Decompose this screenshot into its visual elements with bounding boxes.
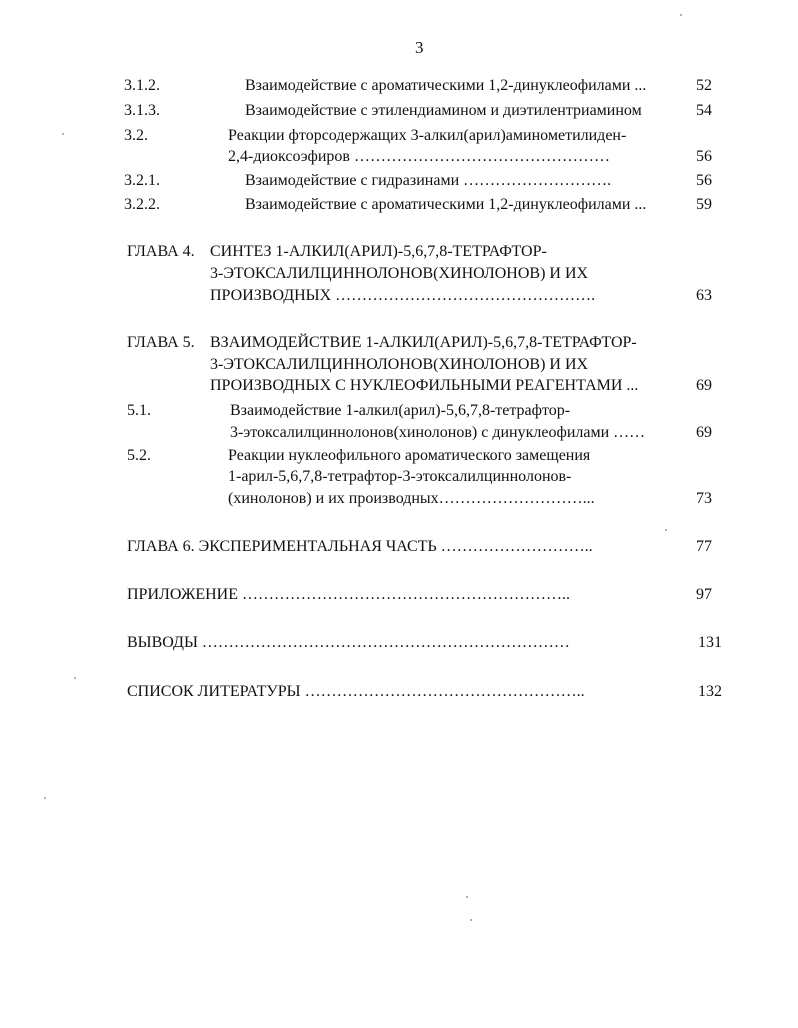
- toc-chapter5-line3: ПРОИЗВОДНЫХ С НУКЛЕОФИЛЬНЫМИ РЕАГЕНТАМИ ...: [210, 377, 639, 394]
- toc-chapter4-label: ГЛАВА 4.: [127, 243, 195, 260]
- page-number: 3: [415, 38, 424, 57]
- toc-chapter6: ГЛАВА 6. ЭКСПЕРИМЕНТАЛЬНАЯ ЧАСТЬ ………………………..: [127, 538, 593, 555]
- toc-title-3-1-2: Взаимодействие с ароматическими 1,2-динуклеофилами ...: [245, 77, 647, 94]
- scan-speck: [44, 797, 46, 799]
- toc-page-3-1-3: 54: [696, 102, 712, 119]
- toc-title-3-1-3: Взаимодействие с этилендиамином и диэтилентриамином: [245, 102, 642, 119]
- toc-title-5-2-line1: Реакции нуклеофильного ароматического замещения: [228, 447, 591, 464]
- scan-speck: [466, 896, 468, 898]
- toc-appendix: ПРИЛОЖЕНИЕ ……………………………………………………..: [127, 586, 571, 603]
- toc-conclusions-page: 131: [698, 634, 722, 651]
- toc-title-3-2-line1: Реакции фторсодержащих 3-алкил(арил)аминометилиден-: [228, 127, 627, 144]
- toc-chapter4-line2: 3-ЭТОКСАЛИЛЦИННОЛОНОВ(ХИНОЛОНОВ) И ИХ: [210, 265, 589, 282]
- toc-conclusions: ВЫВОДЫ ……………………………………………………………: [127, 634, 570, 651]
- toc-references: СПИСОК ЛИТЕРАТУРЫ ……………………………………………..: [127, 683, 585, 700]
- toc-chapter5-line1: ВЗАИМОДЕЙСТВИЕ 1-АЛКИЛ(АРИЛ)-5,6,7,8-ТЕТРАФТОР-: [210, 334, 637, 351]
- toc-title-5-2-line2: 1-арил-5,6,7,8-тетрафтор-3-этоксалилциннолонов-: [228, 468, 572, 485]
- scan-speck: [470, 919, 472, 921]
- toc-title-5-1-line2: 3-этоксалилциннолонов(хинолонов) с динуклеофилами ……: [230, 424, 646, 441]
- toc-chapter5-label: ГЛАВА 5.: [127, 334, 195, 351]
- toc-number-3-2-2: 3.2.2.: [124, 196, 160, 213]
- scan-speck: [62, 133, 64, 135]
- toc-number-3-2-1: 3.2.1.: [124, 172, 160, 189]
- toc-chapter6-page: 77: [696, 538, 712, 555]
- toc-chapter5-line2: 3-ЭТОКСАЛИЛЦИННОЛОНОВ(ХИНОЛОНОВ) И ИХ: [210, 356, 589, 373]
- toc-title-5-2-line3: (хинолонов) и их производных………………………...: [228, 490, 595, 507]
- toc-number-5-1: 5.1.: [127, 402, 151, 419]
- toc-page-3-2-1: 56: [696, 172, 712, 189]
- scan-speck: [74, 677, 76, 679]
- toc-title-5-1-line1: Взаимодействие 1-алкил(арил)-5,6,7,8-тетрафтор-: [230, 402, 571, 419]
- toc-page-5-1: 69: [696, 424, 712, 441]
- toc-number-3-1-3: 3.1.3.: [124, 102, 160, 119]
- toc-title-3-2-2: Взаимодействие с ароматическими 1,2-динуклеофилами ...: [245, 196, 647, 213]
- toc-page-3-2: 56: [696, 148, 712, 165]
- toc-appendix-page: 97: [696, 586, 712, 603]
- toc-chapter4-line1: СИНТЕЗ 1-АЛКИЛ(АРИЛ)-5,6,7,8-ТЕТРАФТОР-: [210, 243, 547, 260]
- toc-page-5-2: 73: [696, 490, 712, 507]
- toc-page-3-2-2: 59: [696, 196, 712, 213]
- toc-chapter4-line3: ПРОИЗВОДНЫХ ………………………………………….: [210, 287, 596, 304]
- scan-speck: [665, 529, 667, 531]
- toc-number-3-1-2: 3.1.2.: [124, 77, 160, 94]
- scan-speck: [680, 14, 682, 16]
- toc-page-3-1-2: 52: [696, 77, 712, 94]
- toc-title-3-2-line2: 2,4-диоксоэфиров …………………………………………: [228, 148, 610, 165]
- toc-chapter4-page: 63: [696, 287, 712, 304]
- toc-references-page: 132: [698, 683, 722, 700]
- toc-number-3-2: 3.2.: [124, 127, 148, 144]
- toc-title-3-2-1: Взаимодействие с гидразинами ……………………….: [245, 172, 612, 189]
- toc-chapter5-page: 69: [696, 377, 712, 394]
- toc-number-5-2: 5.2.: [127, 447, 151, 464]
